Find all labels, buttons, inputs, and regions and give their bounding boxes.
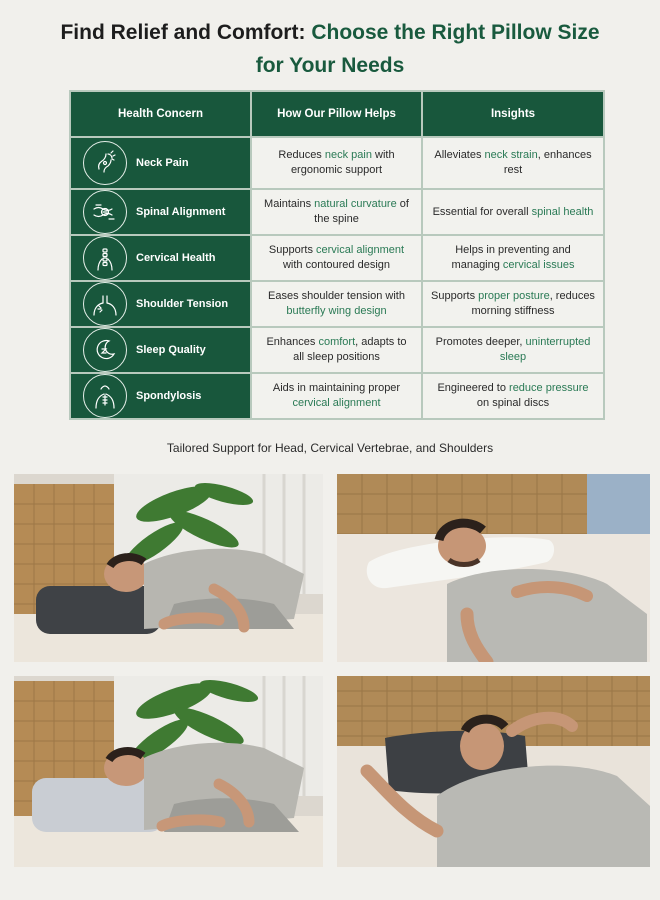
concern-cell xyxy=(70,137,251,189)
concern-label: Shoulder Tension xyxy=(136,298,229,310)
concern-cell xyxy=(70,189,251,235)
shoulder-tension-icon xyxy=(83,282,127,326)
concern-cell xyxy=(70,373,251,419)
health-concern-table xyxy=(69,90,605,420)
concern-label: Cervical Health xyxy=(136,252,216,264)
insight-cell: Helps in preventing and managing cervical issues xyxy=(422,235,604,281)
header-insights: Insights xyxy=(422,91,604,137)
photo-back-sleep-white-pillow xyxy=(337,474,650,662)
concern-label: Sleep Quality xyxy=(136,344,206,356)
table-row xyxy=(70,327,604,373)
concern-cell xyxy=(70,327,251,373)
neck-pain-icon xyxy=(83,141,127,185)
table-row xyxy=(70,189,604,235)
table-header-row xyxy=(70,91,604,137)
concern-label: Spondylosis xyxy=(136,390,202,402)
concern-label: Spinal Alignment xyxy=(136,206,226,218)
header-health-concern: Health Concern xyxy=(70,91,251,137)
concern-cell xyxy=(70,235,251,281)
helps-cell: Enhances comfort, adapts to all sleep positions xyxy=(251,327,422,373)
spinal-alignment-icon xyxy=(83,190,127,234)
helps-cell: Aids in maintaining proper cervical alignment xyxy=(251,373,422,419)
title-part-1: Find Relief and Comfort: xyxy=(60,21,306,44)
concern-cell xyxy=(70,281,251,327)
insight-cell: Engineered to reduce pressure on spinal discs xyxy=(422,373,604,419)
header-how-pillow-helps: How Our Pillow Helps xyxy=(251,91,422,137)
helps-cell: Reduces neck pain with ergonomic support xyxy=(251,137,422,189)
photo-side-sleep-arm-raised xyxy=(337,676,650,867)
helps-cell: Eases shoulder tension with butterfly wing design xyxy=(251,281,422,327)
sleep-quality-icon xyxy=(83,328,127,372)
table-row xyxy=(70,137,604,189)
helps-cell: Supports cervical alignment with contoured design xyxy=(251,235,422,281)
page-title xyxy=(0,16,660,82)
insight-cell: Supports proper posture, reduces morning stiffness xyxy=(422,281,604,327)
cervical-health-icon xyxy=(83,236,127,280)
title-part-2: Choose the Right Pillow Size xyxy=(311,21,600,44)
photo-side-sleep-dark-pillow xyxy=(14,474,323,662)
table-row xyxy=(70,235,604,281)
insight-cell: Promotes deeper, uninterrupted sleep xyxy=(422,327,604,373)
helps-cell: Maintains natural curvature of the spine xyxy=(251,189,422,235)
insight-cell: Alleviates neck strain, enhances rest xyxy=(422,137,604,189)
photo-side-sleep-light-pillow xyxy=(14,676,323,867)
insight-cell: Essential for overall spinal health xyxy=(422,189,604,235)
table-row xyxy=(70,281,604,327)
caption: Tailored Support for Head, Cervical Vertebrae, and Shoulders xyxy=(166,441,494,455)
concern-label: Neck Pain xyxy=(136,157,189,169)
table-row xyxy=(70,373,604,419)
spondylosis-icon xyxy=(83,374,127,418)
title-part-3: for Your Needs xyxy=(255,54,405,77)
